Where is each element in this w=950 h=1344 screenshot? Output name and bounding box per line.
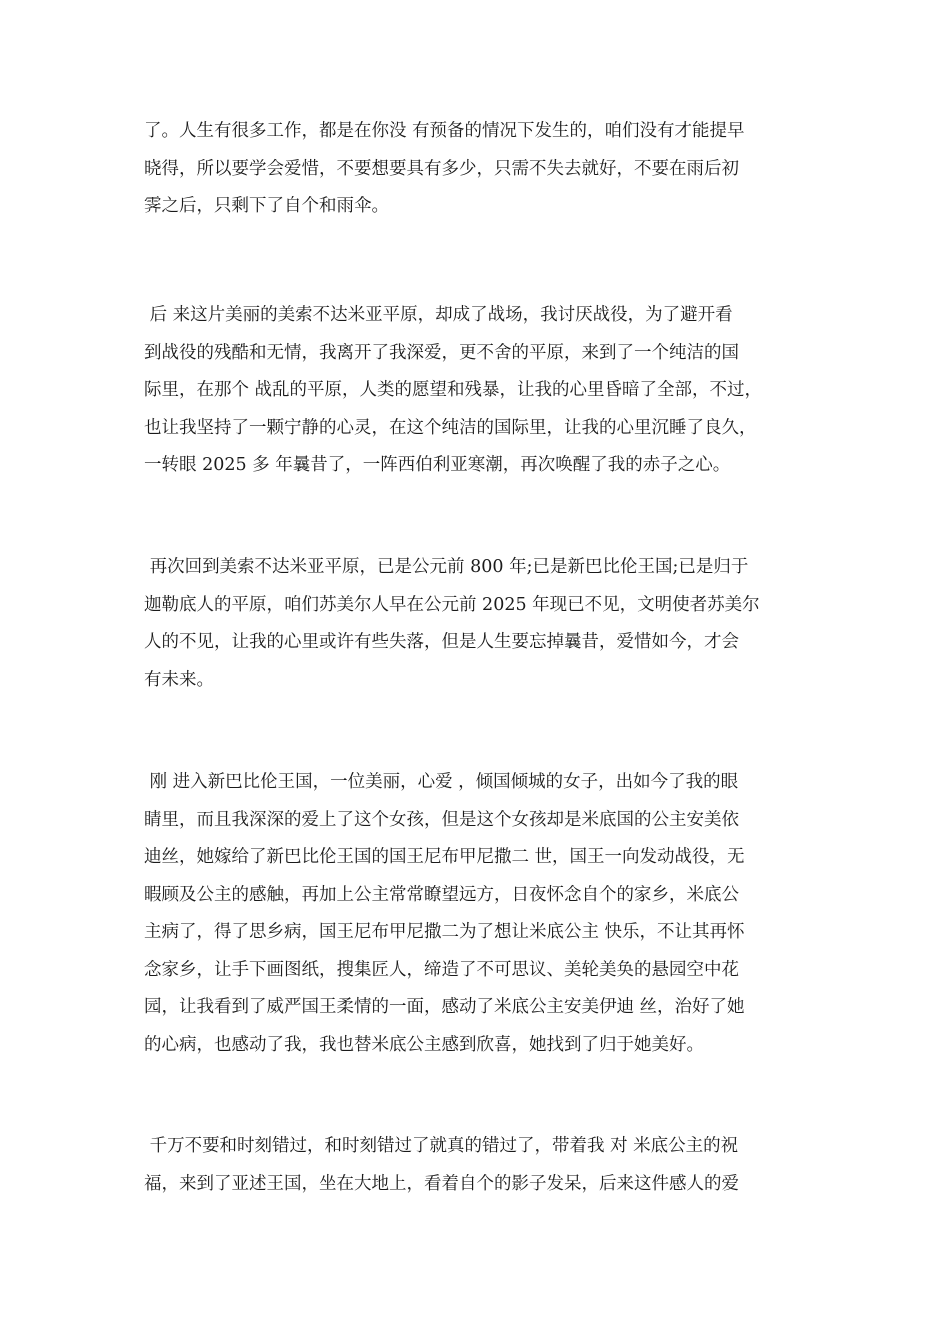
text-line: 也让我坚持了一颗宁静的心灵，在这个纯洁的国际里，让我的心里沉睡了良久，: [144, 417, 757, 438]
paragraph-5: [144, 1128, 814, 1203]
text-line: 后 来这片美丽的美索不达米亚平原，却成了战场，我讨厌战役，为了避开看: [144, 305, 733, 325]
text-line: 霁之后，只剩下了自个和雨伞。: [144, 196, 389, 216]
text-line: 福，来到了亚述王国，坐在大地上，看着自个的影子发呆，后来这件感人的爱: [144, 1173, 739, 1194]
text-line: 到战役的残酷和无情，我离开了我深爱，更不舍的平原，来到了一个纯洁的国: [144, 342, 739, 363]
text-line: 暇顾及公主的感触，再加上公主常常瞭望远方，日夜怀念自个的家乡，米底公: [144, 884, 739, 905]
paragraph-3: [144, 549, 814, 699]
text-line: 了。人生有很多工作，都是在你没 有预备的情况下发生的，咱们没有才能提早: [144, 121, 745, 141]
text-line: 园，让我看到了威严国王柔情的一面，感动了米底公主安美伊迪 丝，治好了她: [144, 997, 745, 1017]
text-line: 刚 进入新巴比伦王国，一位美丽，心爱 ，倾国倾城的女子，出如今了我的眼: [144, 772, 739, 792]
text-line: 晓得，所以要学会爱惜，不要想要具有多少，只需不失去就好，不要在雨后初: [144, 158, 739, 179]
text-line: 的心病，也感动了我，我也替米底公主感到欣喜，她找到了归于她美好。: [144, 1034, 704, 1055]
text-line: 再次回到美索不达米亚平原，已是公元前 800 年;已是新巴比伦王国;已是归于: [144, 557, 749, 577]
text-line: 主病了，得了思乡病，国王尼布甲尼撒二为了想让米底公主 快乐，不让其再怀: [144, 922, 745, 942]
text-line: 千万不要和时刻错过，和时刻错过了就真的错过了，带着我 对 米底公主的祝: [144, 1136, 739, 1156]
text-line: 有未来。: [144, 669, 214, 690]
text-line: 一转眼 2025 多 年曩昔了，一阵西伯利亚寒潮，再次唤醒了我的赤子之心。: [144, 455, 731, 475]
text-line: 人的不见，让我的心里或许有些失落，但是人生要忘掉曩昔，爱惜如今，才会: [144, 632, 739, 652]
text-line: 念家乡，让手下画图纸，搜集匠人，缔造了不可思议、美轮美奂的悬园空中花: [144, 959, 739, 980]
paragraph-2: [144, 297, 814, 485]
text-line: 迪丝，她嫁给了新巴比伦王国的国王尼布甲尼撒二 世，国王一向发动战役，无: [144, 847, 745, 867]
text-line: 迦勒底人的平原，咱们苏美尔人早在公元前 2025 年现已不见，文明使者苏美尔: [144, 594, 760, 615]
paragraph-1: [144, 113, 814, 226]
text-line: 睛里，而且我深深的爱上了这个女孩，但是这个女孩却是米底国的公主安美依: [144, 809, 739, 830]
text-line: 际里，在那个 战乱的平原，人类的愿望和残暴，让我的心里昏暗了全部，不过，: [144, 380, 763, 400]
paragraph-4: [144, 764, 814, 1064]
